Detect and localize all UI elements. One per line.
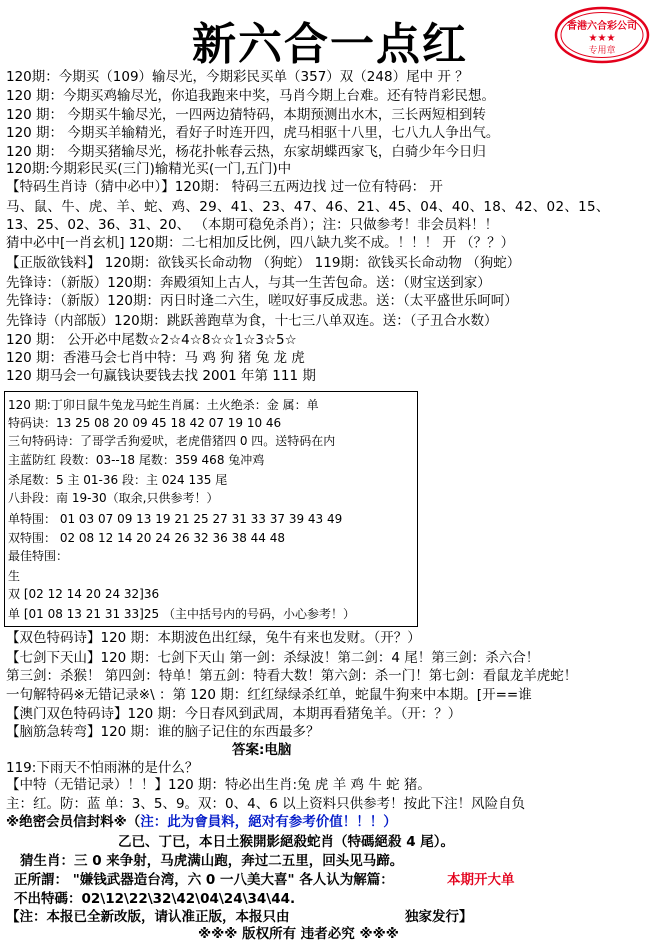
box-line-10: 生 bbox=[8, 569, 21, 583]
line-bottom-6: 【脑筋急转弯】120 期：谁的脑子记住的东西最多？ bbox=[6, 724, 320, 740]
box-line-12: 单 [01 08 13 21 31 33]25 （主中括号内的号码，小心参考！） bbox=[8, 607, 355, 621]
line-bottom-5: 【澳门双色特码诗】120 期：今日春风到武周，本期再看猪兔羊。（开：？） bbox=[6, 706, 462, 722]
box-line-5: 杀尾数：5 主 01-36 段：主 024 135 尾 bbox=[8, 473, 228, 487]
line-top-11: 【正版欲钱料】 120期：欲钱买长命动物 （狗蛇） 119期：欲钱买长命动物 （狗蛇） bbox=[6, 255, 521, 271]
box-line-6: 八卦段：南 19-30（取余,只供参考！） bbox=[8, 491, 219, 505]
line-top-12: 先锋诗：（新版）120期：奔殿須知上古人，与其一生苦包命。送：（财宝送到家） bbox=[6, 275, 491, 291]
line-top-3: 120 期： 今期买牛输尽光，一四两边猜特码，本期预测出水木，三长两短相到转 bbox=[6, 107, 486, 123]
line-top-8: 马、鼠、牛、虎、羊、蛇、鸡、29、41、23、47、46、21、45、04、40、18、42、02、15、 bbox=[6, 199, 610, 215]
line-bottom-10: 主：红。防：蓝 单：3、5、9。双：0、4、6 以上资料只供参考！按此下注！风险自负 bbox=[6, 796, 526, 812]
line-top-17: 120 期马会一句赢钱诀要钱去找 2001 年第 111 期 bbox=[6, 368, 316, 384]
box-line-9: 最佳特围： bbox=[8, 549, 69, 563]
box-line-11: 双 [02 12 14 20 24 32]36 bbox=[8, 587, 160, 601]
line-top-9: 13、25、02、36、31、20、 （本期可稳免杀肖）；注：只做参考！非会员料！！ bbox=[6, 217, 499, 233]
member-notice-note: 注：此为會員料，絕对有参考价值！！！） bbox=[140, 814, 397, 830]
tail-line-6: 【注：本报已全新改版，请认准正版，本报只由 bbox=[6, 909, 290, 925]
line-bottom-8: 119:下雨天不怕雨淋的是什么？ bbox=[6, 760, 199, 776]
newspaper-title: 新六合一点红 bbox=[192, 19, 468, 70]
box-line-4: 主蓝防红 段数：03--18 尾数：359 468 兔冲鸡 bbox=[8, 453, 265, 467]
line-bottom-9: 【中特（无错记录）！！】120 期：特必出生肖:兔 虎 羊 鸡 牛 蛇 猪。 bbox=[6, 777, 431, 793]
copyright-line: ※※※ 版权所有 违者必究 ※※※ bbox=[198, 926, 399, 942]
line-top-7: 【特码生肖诗（猜中必中）】120期： 特码三五两边找 过一位有特码： 开 bbox=[6, 179, 443, 195]
line-top-13: 先锋诗：（新版）120期：丙日时逢二六生，嗟叹好事反成悲。送：（太平盛世乐呵呵） bbox=[6, 293, 518, 309]
box-line-2: 特码诀：13 25 08 20 09 45 18 42 07 19 10 46 bbox=[8, 416, 282, 430]
tail-line-7: 独家发行】 bbox=[405, 909, 473, 925]
member-notice bbox=[6, 813, 397, 831]
riddle-answer: 答案:电脑 bbox=[232, 742, 292, 758]
company-seal bbox=[552, 4, 652, 66]
line-top-2: 120 期：今期买鸡输尽光，你追我跑来中奖，马肖今期上台难。还有特肖彩民想。 bbox=[6, 88, 496, 104]
box-line-1: 120 期:丁卯日鼠牛兔龙马蛇生肖属：土火绝杀：金 属：单 bbox=[8, 398, 319, 412]
box-line-3: 三句特码诗：了哥学舌狗爱吠，老虎借猪四 0 四。送特码在内 bbox=[8, 434, 336, 448]
line-top-6: 120期:今期彩民买(三门)输精光买(一门,五门)中 bbox=[6, 161, 292, 177]
line-top-14: 先锋诗（内部版）120期：跳跃善跑草为食，十七三八单双连。送：（子丑合水数） bbox=[6, 313, 498, 329]
tail-line-2: 猜生肖：三 0 来争射，马虎满山跑，奔过二五里，回头见马蹄。 bbox=[20, 853, 404, 869]
line-bottom-3: 第三剑：杀猴！ 第四剑：特单！第五剑：特看大数！第六剑：杀一门！第七剑：看鼠龙羊虎蛇！ bbox=[6, 668, 578, 684]
line-top-5: 120 期： 今期买猪输尽光，杨花扑帐春云热，东家胡蝶西家飞，白骑少年今日归 bbox=[6, 144, 486, 160]
seal-text-top: 香港六合彩公司 bbox=[567, 21, 637, 32]
line-bottom-2: 【七剑下天山】120 期：七剑下天山 第一剑：杀绿波！第二剑：4 尾！第三剑：杀六合！ bbox=[6, 650, 540, 666]
line-top-10: 猜中必中[一肖玄机] 120期：二七相加反比例，四八缺九奖不成。！！！ 开 （？？） bbox=[6, 235, 515, 251]
line-top-4: 120 期： 今期买羊输精光，看好子时连开四，虎马相驱十八里，七八九人争出气。 bbox=[6, 125, 500, 141]
line-top-16: 120 期：香港马会七肖中特：马 鸡 狗 猪 兔 龙 虎 bbox=[6, 350, 305, 366]
line-top-1: 120期：今期买（109）输尽光，今期彩民买单（357）双（248）尾中 开 ？ bbox=[6, 69, 469, 85]
box-line-7: 单特围： 01 03 07 09 13 19 21 25 27 31 33 37 39 43 49 bbox=[8, 512, 343, 526]
member-notice-label: ※绝密会员信封料※（ bbox=[6, 814, 141, 830]
tail-line-1: 乙已、丁已，本日土猴開影絕殺蛇肖（特碼絕殺 4 尾）。 bbox=[118, 834, 455, 850]
tail-line-5: 不出特碼：02\12\22\32\42\04\24\34\44. bbox=[14, 891, 296, 907]
seal-text-bottom: 专用章 bbox=[588, 46, 616, 56]
line-bottom-4: 一句解特码※无错记录※\ ：第 120 期：红红绿绿杀红单，蛇鼠牛狗来中本期。[开==谁 bbox=[6, 687, 532, 703]
seal-stars: ★★★ bbox=[588, 33, 616, 44]
highlight-verdict: 本期开大单 bbox=[447, 872, 515, 888]
box-line-8: 双特围： 02 08 12 14 20 24 26 32 36 38 44 48 bbox=[8, 531, 286, 545]
line-top-15: 120 期： 公开必中尾数☆2☆4☆8☆☆1☆3☆5☆ bbox=[6, 332, 297, 348]
tail-line-3: 正所謂： "嫌钱武器造台湾，六 0 一八美大喜" 各人认为解篇： bbox=[14, 872, 394, 888]
line-bottom-1: 【双色特码诗】120 期：本期波色出红绿，兔牛有来也发财。（开？） bbox=[6, 630, 421, 646]
